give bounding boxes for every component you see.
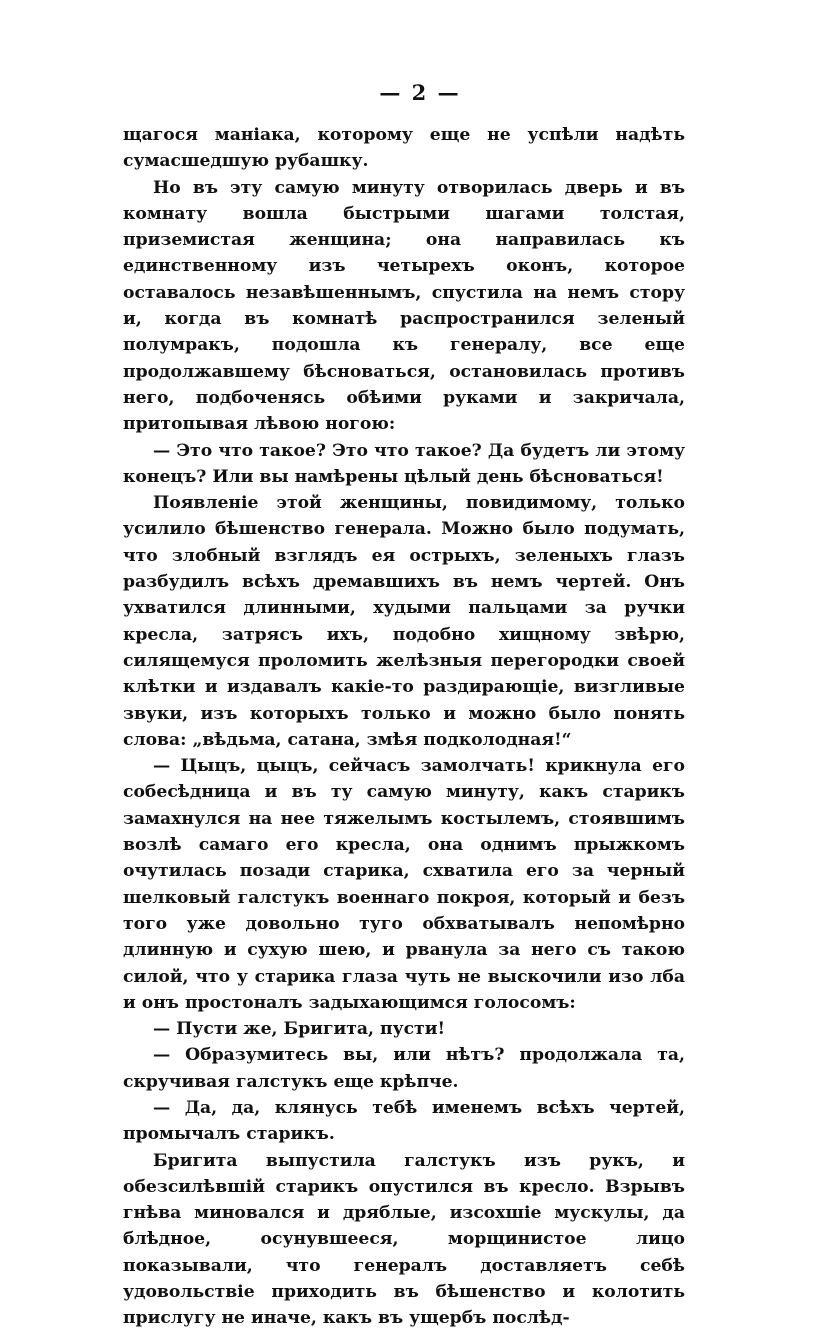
paragraph: Бригита выпустила галстукъ изъ рукъ, и обезсилѣвшій старикъ опустился въ кресло. Взрывъ гнѣва миновался и дряблые, изсохшіе мускулы, да блѣдное, осунувшееся, морщинистое лицо показывали, что генералъ доставляетъ себѣ удовольствіе приходить въ бѣшенство и колотить прислугу не иначе, какъ въ ущербъ послѣд-	[123, 1150, 685, 1329]
paragraph: Но въ эту самую минуту отворилась дверь и въ комнату вошла быстрыми шагами толстая, приземистая женщина; она направилась къ единственному изъ четырехъ оконъ, которое оставалось незавѣшеннымъ, спустила на немъ стору и, когда въ комнатѣ распространился зеленый полумракъ, подошла къ генералу, все еще продолжавшему бѣсноваться, остановилась противъ него, подбоченясь обѣими руками и закричала, притопывая лѣвою ногою:	[123, 177, 685, 435]
paragraph-continuation: щагося маніака, которому еще не успѣли надѣть сумасшедшую рубашку.	[123, 125, 685, 172]
paragraph: Появленіе этой женщины, повидимому, только усилило бѣшенство генерала. Можно было подумать, что злобный взглядъ ея острыхъ, зеленыхъ глазъ разбудилъ всѣхъ дремавшихъ въ немъ чертей. Онъ ухватился длинными, худыми пальцами за ручки кресла, затрясъ ихъ, подобно хищному звѣрю, силящемуся проломить желѣзныя перегородки своей клѣтки и издавалъ какіе-то раздирающіе, визгливые звуки, изъ которыхъ только и можно было понять слова: „вѣдьма, сатана, змѣя подколодная!“	[123, 493, 685, 750]
dialogue-paragraph: — Пусти же, Бригита, пусти!	[153, 1019, 445, 1040]
dialogue-paragraph: — Цыцъ, цыцъ, сейчасъ замолчать! крикнула его собесѣдница и въ ту самую минуту, какъ старикъ замахнулся на нее тяжелымъ костылемъ, стоявшимъ возлѣ самаго его кресла, она однимъ прыжкомъ очутилась позади старика, схватила его за черный шелковый галстукъ военнаго покроя, который и безъ того уже довольно туго обхватывалъ непомѣрно длинную и сухую шею, и рванула за него съ такою силой, что у старика глаза чуть не выскочили изо лба и онъ простоналъ задыхающимся голосомъ:	[123, 756, 685, 1013]
dialogue-paragraph: — Да, да, клянусь тебѣ именемъ всѣхъ чертей, промычалъ старикъ.	[123, 1097, 685, 1145]
dialogue-paragraph: — Образумитесь вы, или нѣтъ? продолжала та, скручивая галстукъ еще крѣпче.	[123, 1045, 685, 1092]
dialogue-paragraph: — Это что такое? Это что такое? Да будетъ ли этому конецъ? Или вы намѣрены цѣлый день бѣсноваться!	[123, 440, 685, 487]
page-number: — 2 —	[379, 80, 461, 105]
body-text	[123, 122, 685, 1332]
